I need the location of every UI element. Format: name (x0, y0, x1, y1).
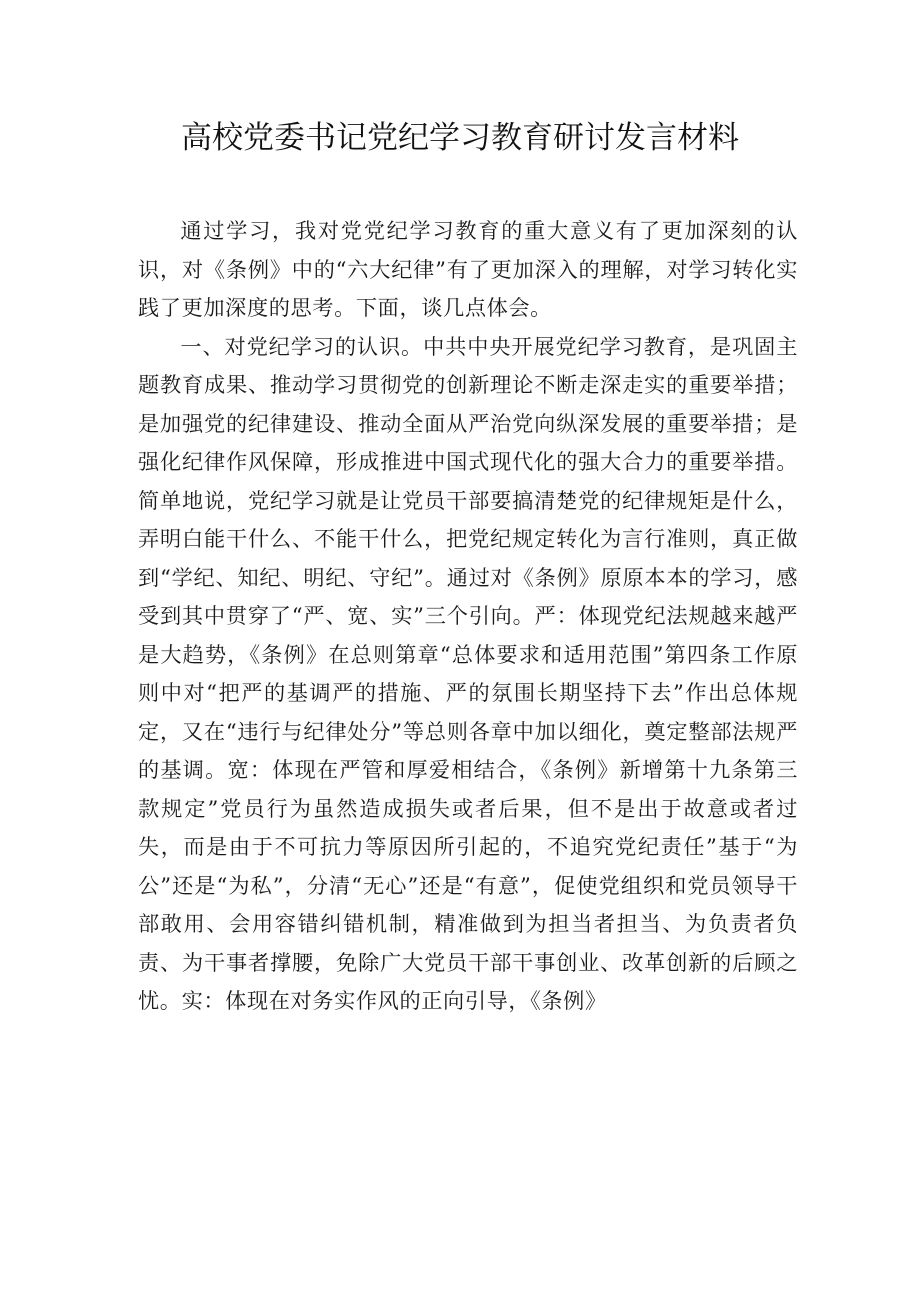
paragraph-section-one: 一、对党纪学习的认识。中共中央开展党纪学习教育，是巩固主题教育成果、推动学习贯彻党的创新理论不断走深走实的重要举措；是加强党的纪律建设、推动全面从严治党向纵深发展的重要举措；是强化纪律作风保障，形成推进中国式现代化的强大合力的重要举措。简单地说，党纪学习就是让党员干部要搞清楚党的纪律规矩是什么，弄明白能干什么、不能干什么，把党纪规定转化为言行准则，真正做到“学纪、知纪、明纪、守纪”。通过对《条例》原原本本的学习，感受到其中贯穿了“严、宽、实”三个引向。严：体现党纪法规越来越严是大趋势，《条例》在总则第章“总体要求和适用范围”第四条工作原则中对“把严的基调严的措施、严的氛围长期坚持下去”作出总体规定，又在“违行与纪律处分”等总则各章中加以细化，奠定整部法规严的基调。宽：体现在严管和厚爱相结合，《条例》新增第十九条第三款规定”党员行为虽然造成损失或者后果，但不是出于故意或者过失，而是由于不可抗力等原因所引起的，不追究党纪责任”基于“为公”还是“为私”，分清“无心”还是“有意”，促使党组织和党员领导干部敢用、会用容错纠错机制，精准做到为担当者担当、为负责者负责、为干事者撑腰，免除广大党员干部干事创业、改革创新的后顾之忧。实：体现在对务实作风的正向引导，《条例》 (138, 333, 798, 1013)
document-body (138, 212, 798, 1021)
paragraph-intro: 通过学习，我对党党纪学习教育的重大意义有了更加深刻的认识，对《条例》中的“六大纪律”有了更加深入的理解，对学习转化实践了更加深度的思考。下面，谈几点体会。 (138, 218, 798, 320)
document-title: 高校党委书记党纪学习教育研讨发言材料 (181, 120, 739, 156)
